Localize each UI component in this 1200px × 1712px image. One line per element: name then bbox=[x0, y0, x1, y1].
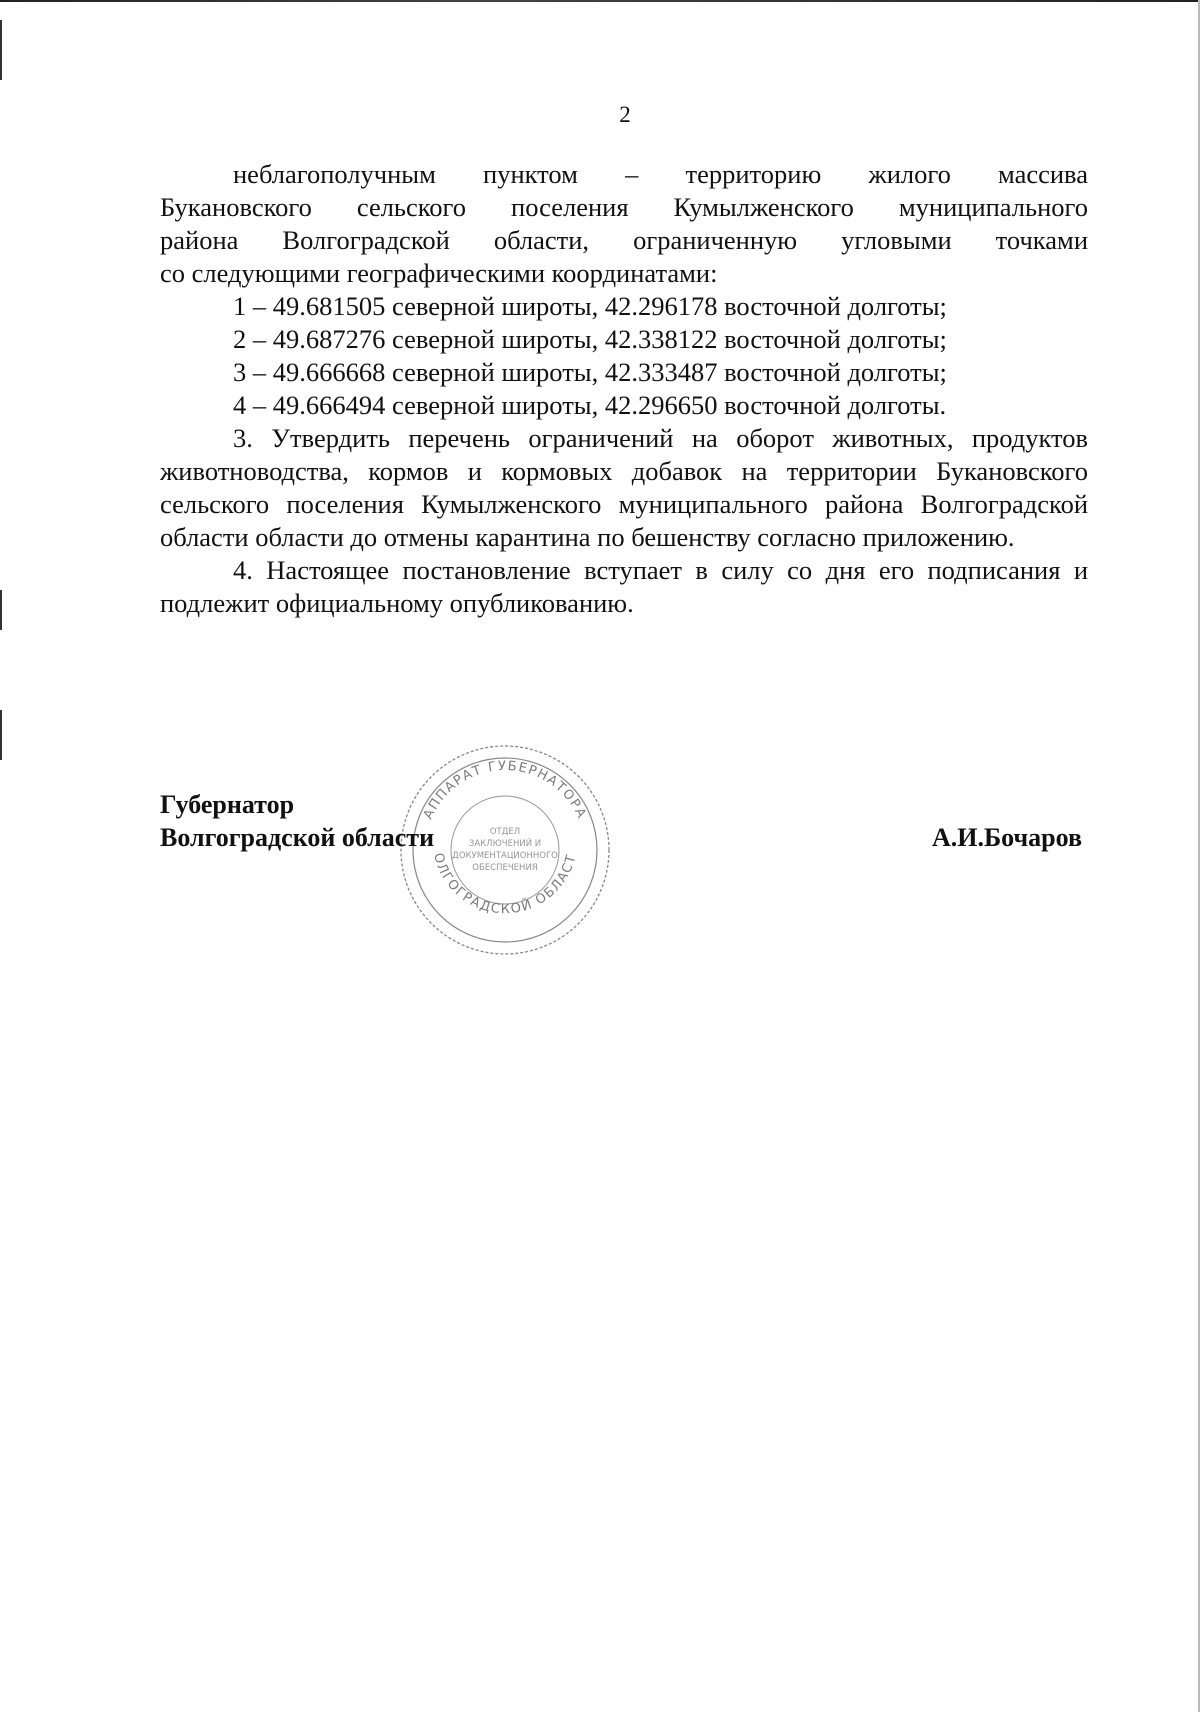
paragraph-4: 4. Настоящее постановление вступает в силу со дня его подписания и подлежит официальному опубликованию. bbox=[160, 555, 1088, 618]
document-body bbox=[160, 158, 1088, 620]
text-line: Букановского сельского поселения Кумылженского муниципального bbox=[160, 192, 1088, 222]
coordinates-list bbox=[160, 290, 1088, 422]
paragraph-territory bbox=[160, 158, 1088, 290]
paragraph-3: 3. Утвердить перечень ограничений на оборот животных, продуктов животноводства, кормов и кормовых добавок на территории Букановского сельского поселения Кумылженского муниципального района Волгоградской области области до отмены карантина по бешенству согласно приложению. bbox=[160, 423, 1088, 552]
coordinate-item: 1 – 49.681505 северной широты, 42.296178 восточной долготы; bbox=[233, 291, 947, 321]
signatory-name: А.И.Бочаров bbox=[931, 823, 1082, 852]
signatory-region: Волгоградской области bbox=[160, 823, 435, 852]
text-line: района Волгоградской области, ограниченную угловыми точками bbox=[160, 225, 1088, 255]
seal-top-text: АППАРАТ ГУБЕРНАТОРА bbox=[420, 758, 590, 822]
scan-edge-top bbox=[0, 0, 1200, 2]
coordinate-item: 4 – 49.666494 северной широты, 42.296650 восточной долготы. bbox=[233, 390, 947, 420]
seal-center-line: ОТДЕЛ bbox=[489, 827, 521, 837]
seal-center-line: ЗАКЛЮЧЕНИЙ И bbox=[468, 839, 542, 849]
page-number: 2 bbox=[619, 102, 631, 127]
coordinate-item: 3 – 49.666668 северной широты, 42.333487 восточной долготы; bbox=[233, 357, 947, 387]
scan-edge-mark bbox=[0, 20, 2, 80]
seal-center-line: ДОКУМЕНТАЦИОННОГО bbox=[452, 851, 558, 861]
text-line: неблагополучным пунктом – территорию жилого массива bbox=[233, 159, 1088, 189]
scan-edge-mark bbox=[0, 590, 2, 630]
seal-bottom-text: ОЛГОГРАДСКОЙ ОБЛАСТ bbox=[430, 851, 580, 918]
signature-block bbox=[160, 788, 1088, 854]
signatory-title: Губернатор bbox=[160, 790, 295, 819]
text-line: со следующими географическими координатами: bbox=[160, 258, 718, 288]
scan-edge-mark bbox=[0, 710, 2, 760]
seal-center-line: ОБЕСПЕЧЕНИЯ bbox=[472, 863, 538, 873]
coordinate-item: 2 – 49.687276 северной широты, 42.338122 восточной долготы; bbox=[233, 324, 947, 354]
